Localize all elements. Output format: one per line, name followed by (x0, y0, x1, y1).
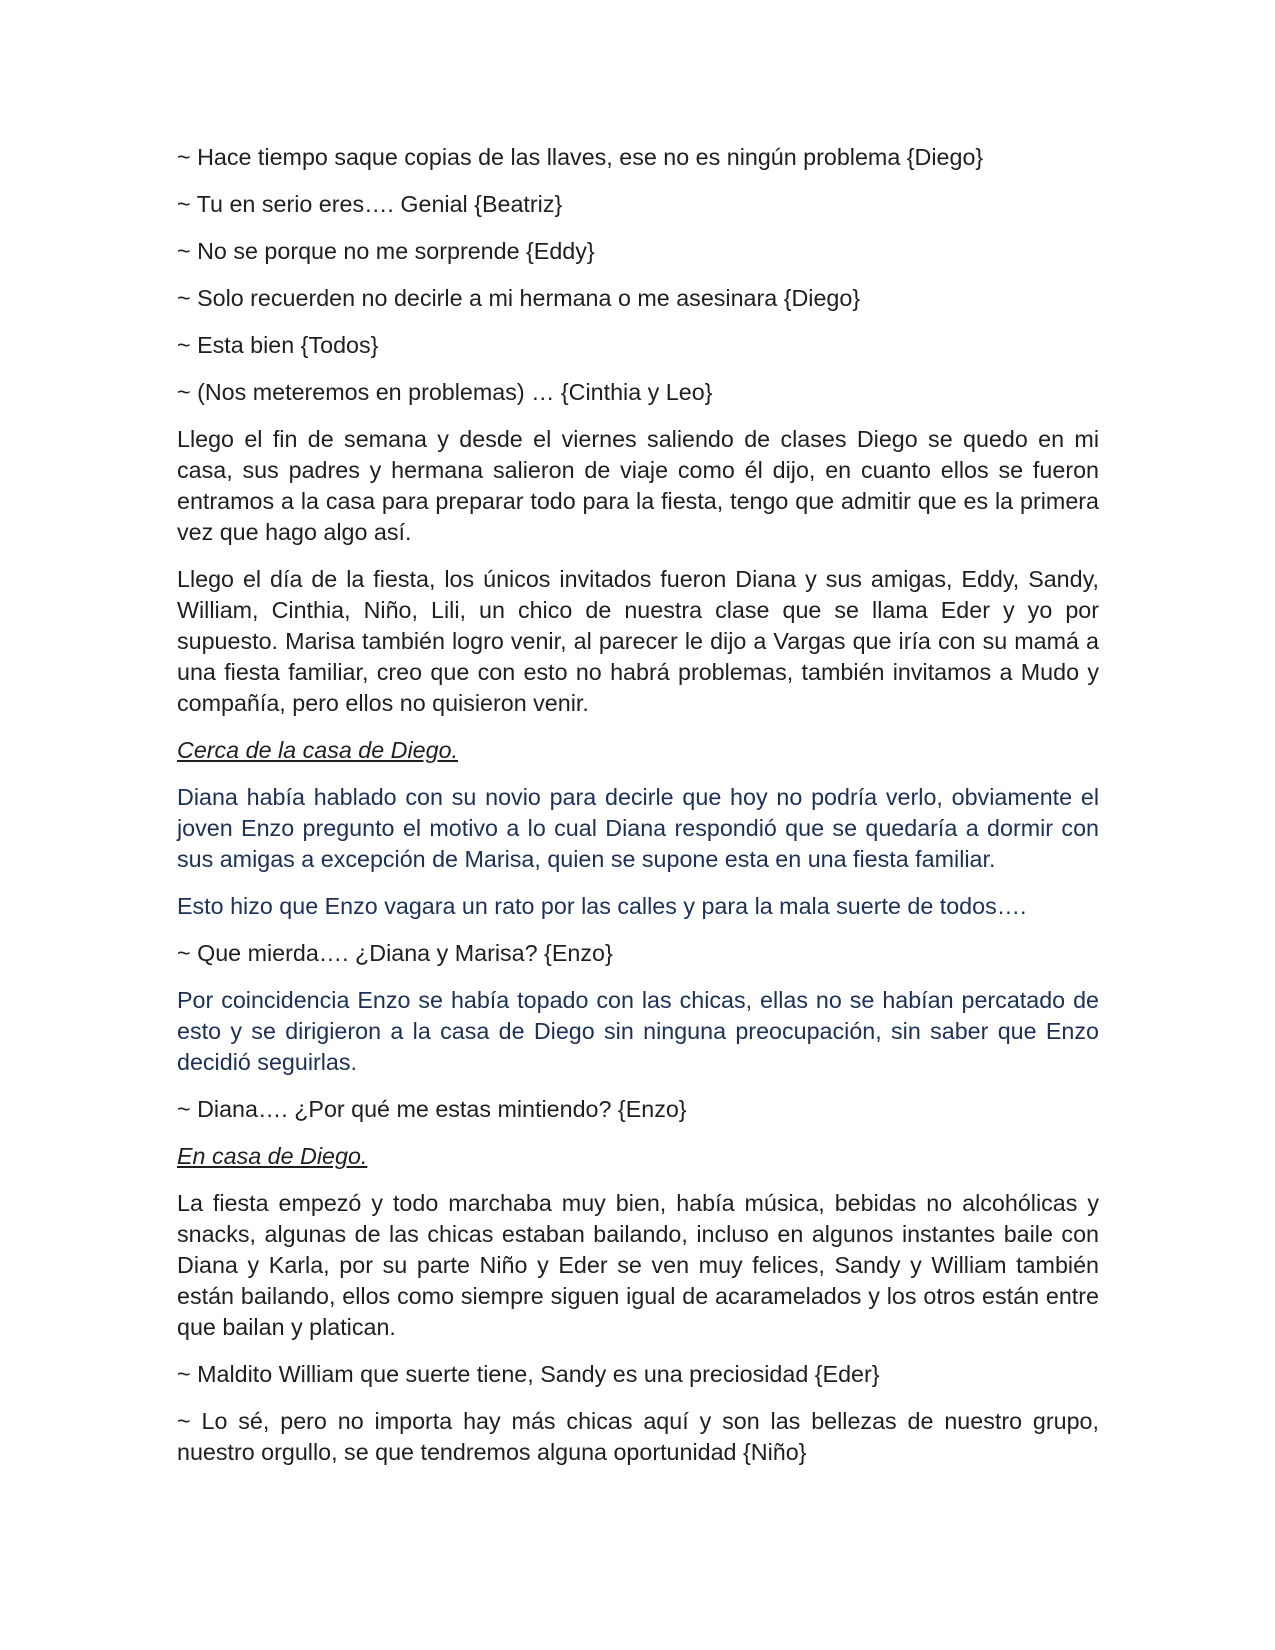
narrative-paragraph: Esto hizo que Enzo vagara un rato por las calles y para la mala suerte de todos…. (177, 893, 1027, 919)
document-page (177, 142, 1099, 1484)
dialogue-line: ~ Lo sé, pero no importa hay más chicas aquí y son las bellezas de nuestro grupo, nuestro orgullo, se que tendremos alguna oportunidad {Niño} (177, 1408, 1099, 1465)
dialogue-line: ~ Hace tiempo saque copias de las llaves, ese no es ningún problema {Diego} (177, 144, 984, 170)
dialogue-line: ~ Tu en serio eres…. Genial {Beatriz} (177, 191, 563, 217)
narrative-paragraph: Llego el día de la fiesta, los únicos invitados fueron Diana y sus amigas, Eddy, Sandy, William, Cinthia, Niño, Lili, un chico de nuestra clase que se llama Eder y yo por supuesto. Marisa también logro venir, al parecer le dijo a Vargas que iría con su mamá a una fiesta familiar, creo que con esto no habrá problemas, también invitamos a Mudo y compañía, pero ellos no quisieron venir. (177, 566, 1099, 716)
dialogue-line: ~ Esta bien {Todos} (177, 332, 379, 358)
scene-heading: Cerca de la casa de Diego. (177, 737, 459, 763)
scene-heading: En casa de Diego. (177, 1143, 368, 1169)
dialogue-line: ~ Maldito William que suerte tiene, Sandy es una preciosidad {Eder} (177, 1361, 880, 1387)
dialogue-line: ~ Que mierda…. ¿Diana y Marisa? {Enzo} (177, 940, 613, 966)
narrative-paragraph: La fiesta empezó y todo marchaba muy bien, había música, bebidas no alcohólicas y snacks, algunas de las chicas estaban bailando, incluso en algunos instantes baile con Diana y Karla, por su parte Niño y Eder se ven muy felices, Sandy y William también están bailando, ellos como siempre siguen igual de acaramelados y los otros están entre que bailan y platican. (177, 1190, 1099, 1340)
narrative-paragraph: Por coincidencia Enzo se había topado con las chicas, ellas no se habían percatado de esto y se dirigieron a la casa de Diego sin ninguna preocupación, sin saber que Enzo decidió seguirlas. (177, 987, 1099, 1075)
narrative-paragraph: Llego el fin de semana y desde el viernes saliendo de clases Diego se quedo en mi casa, sus padres y hermana salieron de viaje como él dijo, en cuanto ellos se fueron entramos a la casa para preparar todo para la fiesta, tengo que admitir que es la primera vez que hago algo así. (177, 426, 1099, 545)
dialogue-line: ~ Solo recuerden no decirle a mi hermana o me asesinara {Diego} (177, 285, 861, 311)
dialogue-line: ~ (Nos meteremos en problemas) … {Cinthia y Leo} (177, 379, 713, 405)
narrative-paragraph: Diana había hablado con su novio para decirle que hoy no podría verlo, obviamente el joven Enzo pregunto el motivo a lo cual Diana respondió que se quedaría a dormir con sus amigas a excepción de Marisa, quien se supone esta en una fiesta familiar. (177, 784, 1099, 872)
dialogue-line: ~ Diana…. ¿Por qué me estas mintiendo? {Enzo} (177, 1096, 687, 1122)
dialogue-line: ~ No se porque no me sorprende {Eddy} (177, 238, 595, 264)
